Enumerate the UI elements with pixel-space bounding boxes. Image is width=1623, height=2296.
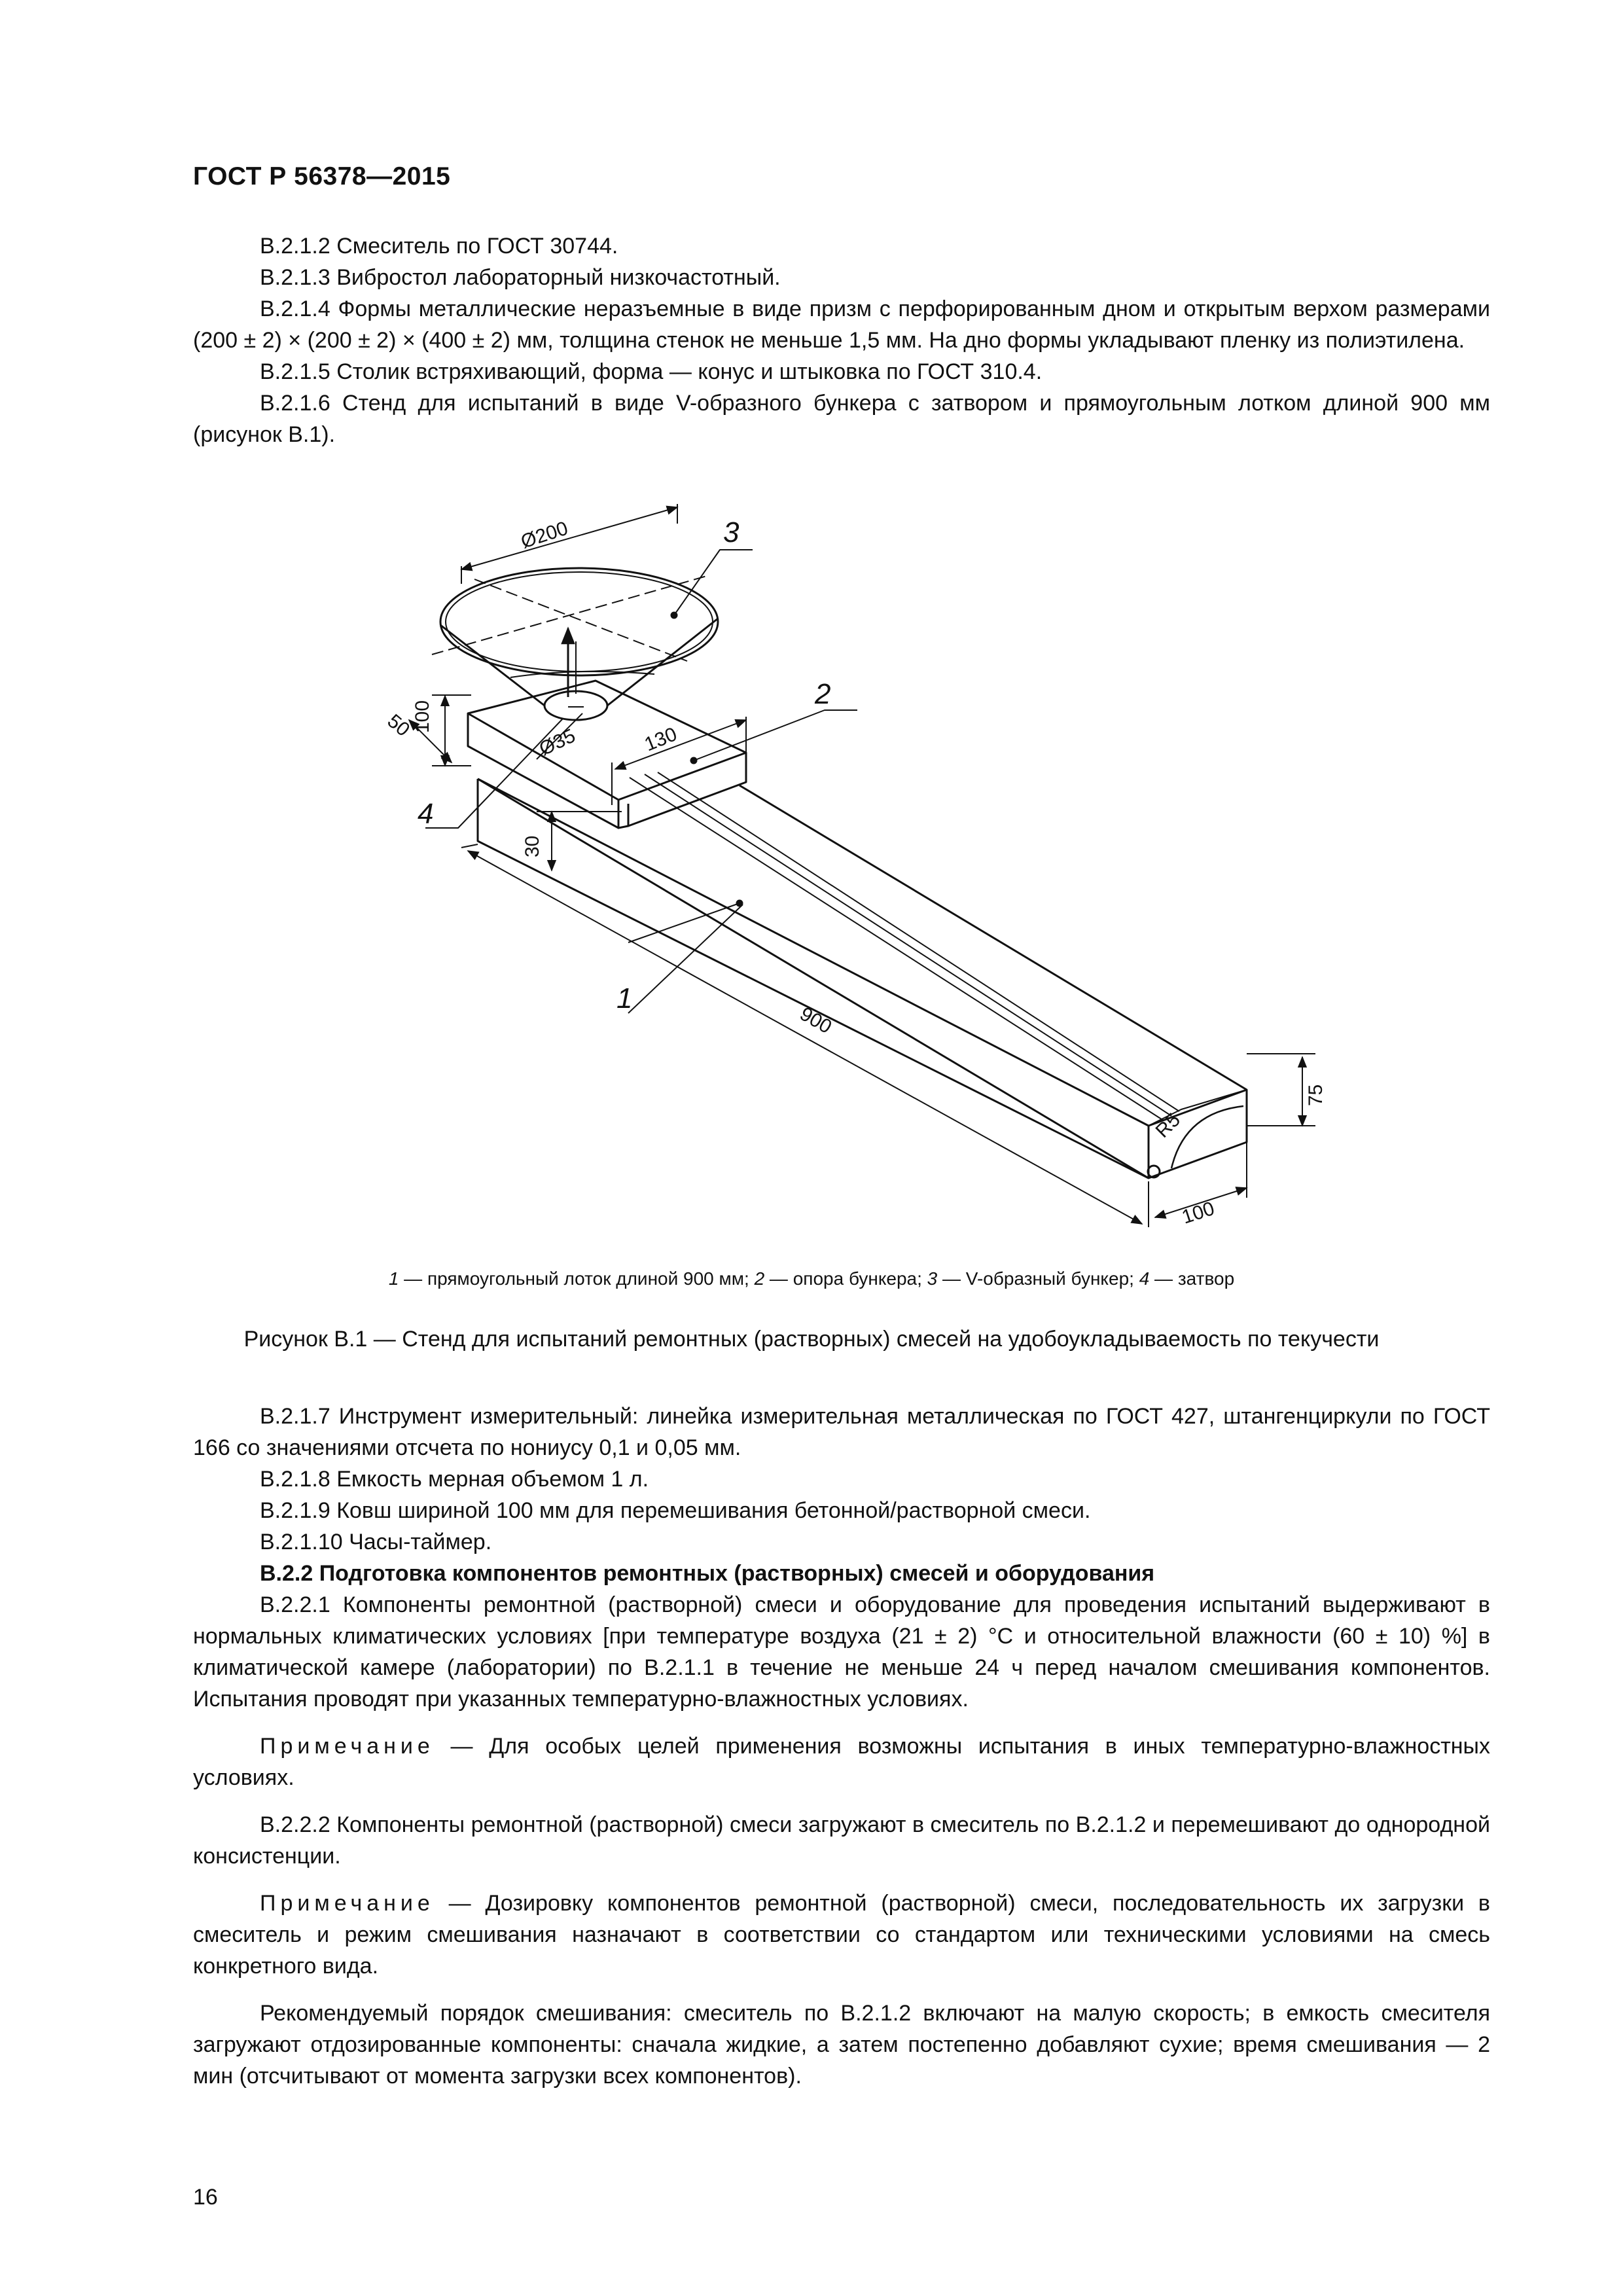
note-1 bbox=[193, 1731, 1490, 1793]
note-2-label: Примечание bbox=[260, 1891, 435, 1916]
dim-h100: 100 bbox=[412, 700, 433, 733]
paragraph-b219: В.2.1.9 Ковш шириной 100 мм для перемешивания бетонной/растворной смеси. bbox=[260, 1498, 1091, 1523]
figure-legend bbox=[0, 1267, 1623, 1291]
paragraph-b222: В.2.2.2 Компоненты ремонтной (растворной) смеси загружают в смеситель по В.2.1.2 и перемешивают до однородной консистенции. bbox=[193, 1812, 1490, 1869]
callout-1: 1 bbox=[616, 982, 633, 1014]
paragraph-b221: В.2.2.1 Компоненты ремонтной (растворной) смеси и оборудование для проведения испытаний выдерживают в нормальных климатических условиях [при температуре воздуха (21 ± 2) °С и относительной влажности (60 ± 10) %] в климатической камере (лаборатории) по В.2.1.1 в течение не меньше 24 ч перед началом смешивания компонентов. Испытания проводят при указанных температурно-влажностных условиях. bbox=[193, 1592, 1490, 1712]
legend-text-4: — затвор bbox=[1149, 1268, 1235, 1289]
dim-d35: Ø35 bbox=[536, 725, 579, 761]
legend-num-2: 2 bbox=[754, 1268, 765, 1289]
paragraph-b215: В.2.1.5 Столик встряхивающий, форма — конус и штыковка по ГОСТ 310.4. bbox=[260, 359, 1043, 384]
paragraph-b217: В.2.1.7 Инструмент измерительный: линейка измерительная металлическая по ГОСТ 427, штангенциркули по ГОСТ 166 со значениями отсчета по нониусу 0,1 и 0,05 мм. bbox=[193, 1404, 1490, 1460]
dim-w100: 100 bbox=[1179, 1197, 1217, 1229]
paragraph-b216: В.2.1.6 Стенд для испытаний в виде V-образного бункера с затвором и прямоугольным лотком длиной 900 мм (рисунок В.1). bbox=[193, 391, 1490, 447]
hopper-support-side bbox=[468, 713, 618, 828]
dim-h30: 30 bbox=[522, 835, 543, 857]
note-1-label: Примечание bbox=[260, 1734, 435, 1759]
paragraph-b212: В.2.1.2 Смеситель по ГОСТ 30744. bbox=[260, 234, 618, 259]
section-bottom bbox=[193, 1401, 1490, 2092]
note-2 bbox=[193, 1888, 1490, 1982]
legend-num-4: 4 bbox=[1139, 1268, 1150, 1289]
callout-4: 4 bbox=[418, 798, 434, 830]
note-1-text: — Для особых целей применения возможны испытания в иных температурно-влажностных условиях. bbox=[193, 1734, 1490, 1790]
section-heading-b22: В.2.2 Подготовка компонентов ремонтных (растворных) смесей и оборудования bbox=[260, 1561, 1155, 1586]
hopper-cone-left bbox=[440, 625, 544, 706]
paragraph-recommended-order: Рекомендуемый порядок смешивания: смеситель по В.2.1.2 включают на малую скорость; в емкость смесителя загружают отдозированные компоненты: сначала жидкие, а затем постепенно добавляют сухие; время смешивания — 2 мин (отсчитывают от момента загрузки всех компонентов). bbox=[193, 2001, 1490, 2089]
dim-w130: 130 bbox=[641, 723, 681, 756]
figure-caption: Рисунок В.1 — Стенд для испытаний ремонтных (растворных) смесей на удобоукладываемость по текучести bbox=[243, 1327, 1380, 1352]
paragraph-b2110: В.2.1.10 Часы-таймер. bbox=[260, 1530, 492, 1554]
callout-3: 3 bbox=[723, 516, 740, 548]
callout-2: 2 bbox=[815, 678, 831, 710]
hopper-cone-right bbox=[607, 619, 718, 706]
paragraph-b218: В.2.1.8 Емкость мерная объемом 1 л. bbox=[260, 1467, 649, 1492]
paragraph-b214: В.2.1.4 Формы металлические неразъемные в виде призм с перфорированным дном и открытым верхом размерами (200 ± 2) × (200 ± 2) × (400 ± 2) мм, толщина стенок не меньше 1,5 мм. На дно формы укладывают пленку из полиэтилена. bbox=[193, 296, 1490, 353]
dim-w50: 50 bbox=[383, 710, 414, 741]
dim-h75: 75 bbox=[1305, 1084, 1327, 1106]
page-number: 16 bbox=[193, 2185, 218, 2210]
legend-text-3: — V-образный бункер; bbox=[937, 1268, 1139, 1289]
dim-r5: R5 bbox=[1151, 1109, 1185, 1142]
dim-d200: Ø200 bbox=[518, 517, 571, 553]
hopper-rim bbox=[440, 568, 718, 675]
legend-num-1: 1 bbox=[388, 1268, 399, 1289]
legend-text-2: — опора бункера; bbox=[764, 1268, 927, 1289]
dim-l900: 900 bbox=[796, 1003, 836, 1039]
document-header: ГОСТ Р 56378—2015 bbox=[193, 162, 451, 190]
hopper-support-top bbox=[468, 681, 746, 800]
paragraph-b213: В.2.1.3 Вибростол лабораторный низкочастотный. bbox=[260, 265, 781, 290]
legend-text-1: — прямоугольный лоток длиной 900 мм; bbox=[399, 1268, 755, 1289]
note-2-text: — Дозировку компонентов ремонтной (растворной) смеси, последовательность их загрузки в смеситель и режим смешивания назначают в соответствии со стандартом или техническими условиями на смесь конкретного вида. bbox=[193, 1891, 1490, 1979]
legend-num-3: 3 bbox=[927, 1268, 938, 1289]
